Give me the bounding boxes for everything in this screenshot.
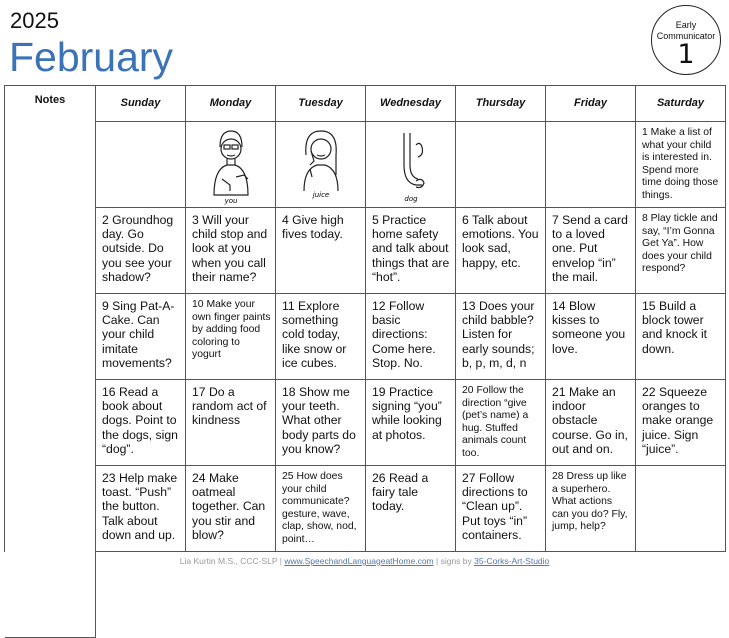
empty-day-cell bbox=[546, 122, 636, 208]
day-cell-6: 6 Talk about emotions. You look sad, happy, etc. bbox=[456, 208, 546, 294]
sign-you-label: you bbox=[224, 197, 237, 205]
empty-day-cell bbox=[456, 122, 546, 208]
empty-day-cell bbox=[636, 466, 726, 552]
day-cell-5: 5 Practice home safety and talk about things that are “hot”. bbox=[366, 208, 456, 294]
badge-number: 1 bbox=[677, 39, 695, 70]
day-cell-1: 1 Make a list of what your child is interested in. Spend more time doing those things. bbox=[636, 122, 726, 208]
footer bbox=[0, 556, 729, 566]
level-badge bbox=[651, 5, 721, 75]
day-cell-3: 3 Will your child stop and look at you when you call their name? bbox=[186, 208, 276, 294]
footer-separator: | signs by bbox=[436, 556, 472, 566]
day-cell-28: 28 Dress up like a superhero. What actions can you do? Fly, jump, help? bbox=[546, 466, 636, 552]
day-header-thursday: Thursday bbox=[456, 86, 546, 122]
sign-juice-illustration bbox=[290, 125, 352, 205]
day-cell-27: 27 Follow directions to “Clean up”. Put toys “in” containers. bbox=[456, 466, 546, 552]
calendar-grid bbox=[4, 85, 726, 552]
sign-you-cell bbox=[186, 122, 276, 208]
day-cell-22: 22 Squeeze oranges to make orange juice. Sign “juice”. bbox=[636, 380, 726, 466]
day-cell-17: 17 Do a random act of kindness bbox=[186, 380, 276, 466]
website-link[interactable]: www.SpeechandLanguageatHome.com bbox=[284, 556, 434, 566]
day-cell-2: 2 Groundhog day. Go outside. Do you see your shadow? bbox=[96, 208, 186, 294]
day-cell-18: 18 Show me your teeth. What other body parts do you know? bbox=[276, 380, 366, 466]
day-cell-4: 4 Give high fives today. bbox=[276, 208, 366, 294]
day-cell-12: 12 Follow basic directions: Come here. Stop. No. bbox=[366, 294, 456, 380]
day-cell-25: 25 How does your child communicate? gesture, wave, clap, show, nod, point… bbox=[276, 466, 366, 552]
sign-dog-illustration bbox=[380, 125, 442, 205]
year: 2025 bbox=[10, 8, 59, 33]
sign-you-illustration bbox=[200, 125, 262, 205]
empty-day-cell bbox=[96, 122, 186, 208]
day-header-sunday: Sunday bbox=[96, 86, 186, 122]
day-header-friday: Friday bbox=[546, 86, 636, 122]
day-cell-14: 14 Blow kisses to someone you love. bbox=[546, 294, 636, 380]
day-header-wednesday: Wednesday bbox=[366, 86, 456, 122]
badge-line-2: Communicator bbox=[656, 31, 716, 41]
footer-credit: Lia Kurtin M.S., CCC-SLP | bbox=[179, 556, 282, 566]
day-cell-24: 24 Make oatmeal together. Can you stir and blow? bbox=[186, 466, 276, 552]
day-header-tuesday: Tuesday bbox=[276, 86, 366, 122]
month-title: February bbox=[9, 34, 174, 80]
day-cell-20: 20 Follow the direction “give (pet’s name) a hug. Stuffed animals count too. bbox=[456, 380, 546, 466]
day-cell-19: 19 Practice signing “you” while looking at photos. bbox=[366, 380, 456, 466]
day-cell-16: 16 Read a book about dogs. Point to the dogs, sign “dog”. bbox=[96, 380, 186, 466]
day-cell-15: 15 Build a block tower and knock it down. bbox=[636, 294, 726, 380]
day-cell-26: 26 Read a fairy tale today. bbox=[366, 466, 456, 552]
day-header-saturday: Saturday bbox=[636, 86, 726, 122]
day-cell-7: 7 Send a card to a loved one. Put envelop “in” the mail. bbox=[546, 208, 636, 294]
notes-column: Notes bbox=[5, 86, 96, 638]
signs-by-link[interactable]: 35-Corks-Art-Studio bbox=[474, 556, 550, 566]
day-cell-8: 8 Play tickle and say, “I’m Gonna Get Ya”. How does your child respond? bbox=[636, 208, 726, 294]
sign-dog-label: dog bbox=[403, 195, 418, 203]
day-cell-13: 13 Does your child babble? Listen for early sounds; b, p, m, d, n bbox=[456, 294, 546, 380]
day-cell-9: 9 Sing Pat-A-Cake. Can your child imitate movements? bbox=[96, 294, 186, 380]
day-cell-10: 10 Make your own finger paints by adding food coloring to yogurt bbox=[186, 294, 276, 380]
day-cell-21: 21 Make an indoor obstacle course. Go in, out and on. bbox=[546, 380, 636, 466]
sign-juice-cell bbox=[276, 122, 366, 208]
sign-dog-cell bbox=[366, 122, 456, 208]
sign-juice-label: juice bbox=[312, 191, 329, 199]
day-cell-11: 11 Explore something cold today, like snow or ice cubes. bbox=[276, 294, 366, 380]
day-cell-23: 23 Help make toast. “Push” the button. Talk about down and up. bbox=[96, 466, 186, 552]
day-header-monday: Monday bbox=[186, 86, 276, 122]
badge-line-1: Early bbox=[675, 20, 697, 30]
